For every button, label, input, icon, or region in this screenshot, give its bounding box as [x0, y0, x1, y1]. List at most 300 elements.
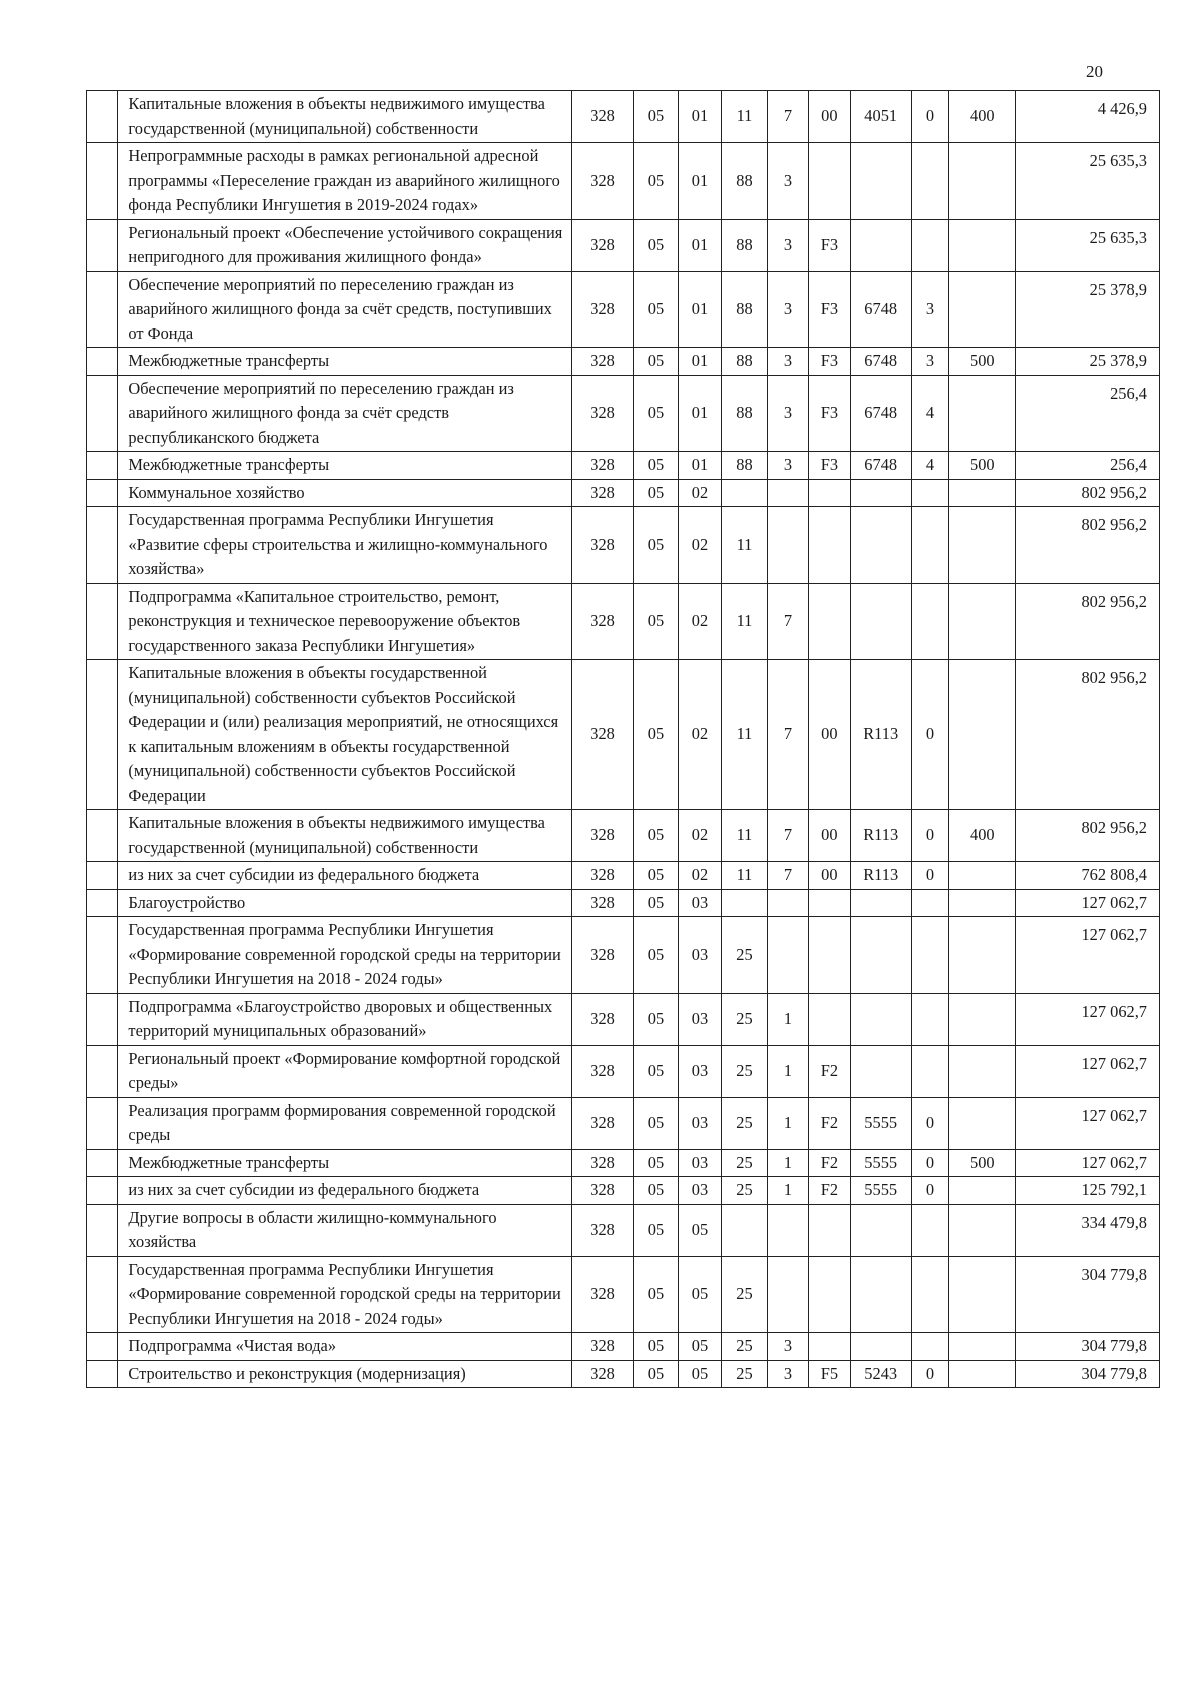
- cell-ministry: 328: [572, 348, 634, 376]
- table-row: [87, 1097, 1160, 1149]
- cell-subdirection: 4: [911, 375, 949, 452]
- cell-subsection: 01: [679, 348, 722, 376]
- cell-name: Государственная программа Республики Ингушетия «Формирование современной городской среды на территории Республики Ингушетия на 2018 - 2024 годы»: [118, 1256, 572, 1333]
- cell-expense-type: [949, 583, 1016, 660]
- cell-section: 05: [633, 917, 678, 994]
- cell-number: [87, 583, 118, 660]
- cell-subprogram: 7: [768, 583, 809, 660]
- cell-subsection: 01: [679, 375, 722, 452]
- cell-subprogram: 1: [768, 1177, 809, 1205]
- cell-subdirection: [911, 143, 949, 220]
- cell-expense-type: [949, 219, 1016, 271]
- cell-amount: 25 378,9: [1016, 271, 1160, 348]
- cell-number: [87, 660, 118, 810]
- cell-name: Региональный проект «Обеспечение устойчивого сокращения непригодного для проживания жилищного фонда»: [118, 219, 572, 271]
- cell-project: 00: [808, 862, 850, 890]
- cell-number: [87, 1177, 118, 1205]
- cell-project: F3: [808, 219, 850, 271]
- cell-amount: 25 378,9: [1016, 348, 1160, 376]
- cell-name: Подпрограмма «Капитальное строительство, ремонт, реконструкция и техническое перевооружение объектов государственного заказа Республики Ингушетия»: [118, 583, 572, 660]
- table-row: [87, 1333, 1160, 1361]
- cell-amount: 127 062,7: [1016, 889, 1160, 917]
- cell-direction: [850, 143, 911, 220]
- table-row: [87, 143, 1160, 220]
- cell-subsection: 01: [679, 271, 722, 348]
- page-number: 20: [1086, 62, 1103, 81]
- cell-ministry: 328: [572, 1097, 634, 1149]
- cell-expense-type: [949, 375, 1016, 452]
- cell-ministry: 328: [572, 1177, 634, 1205]
- cell-name: Реализация программ формирования современной городской среды: [118, 1097, 572, 1149]
- cell-subsection: 03: [679, 1045, 722, 1097]
- cell-project: 00: [808, 810, 850, 862]
- cell-section: 05: [633, 993, 678, 1045]
- cell-subprogram: 1: [768, 1097, 809, 1149]
- cell-amount: 125 792,1: [1016, 1177, 1160, 1205]
- cell-number: [87, 862, 118, 890]
- cell-subprogram: 1: [768, 1045, 809, 1097]
- cell-project: F3: [808, 375, 850, 452]
- cell-subsection: 05: [679, 1256, 722, 1333]
- cell-amount: 25 635,3: [1016, 143, 1160, 220]
- cell-subsection: 05: [679, 1360, 722, 1388]
- cell-project: [808, 889, 850, 917]
- cell-direction: [850, 917, 911, 994]
- cell-amount: 127 062,7: [1016, 917, 1160, 994]
- cell-amount: 802 956,2: [1016, 583, 1160, 660]
- cell-subsection: 02: [679, 660, 722, 810]
- cell-amount: 256,4: [1016, 452, 1160, 480]
- cell-name: Региональный проект «Формирование комфортной городской среды»: [118, 1045, 572, 1097]
- table-row: [87, 452, 1160, 480]
- cell-amount: 127 062,7: [1016, 1045, 1160, 1097]
- cell-number: [87, 810, 118, 862]
- cell-name: Коммунальное хозяйство: [118, 479, 572, 507]
- cell-project: [808, 479, 850, 507]
- cell-subprogram: 3: [768, 452, 809, 480]
- cell-name: Межбюджетные трансферты: [118, 1149, 572, 1177]
- cell-program: [721, 889, 767, 917]
- cell-subdirection: [911, 1256, 949, 1333]
- cell-program: 88: [721, 271, 767, 348]
- cell-number: [87, 889, 118, 917]
- cell-subprogram: 3: [768, 1333, 809, 1361]
- cell-number: [87, 479, 118, 507]
- cell-ministry: 328: [572, 91, 634, 143]
- cell-section: 05: [633, 479, 678, 507]
- cell-section: 05: [633, 583, 678, 660]
- table-body: [87, 91, 1160, 1388]
- cell-program: 25: [721, 1360, 767, 1388]
- cell-section: 05: [633, 375, 678, 452]
- cell-direction: 6748: [850, 452, 911, 480]
- cell-name: Межбюджетные трансферты: [118, 348, 572, 376]
- cell-ministry: 328: [572, 1256, 634, 1333]
- cell-number: [87, 1256, 118, 1333]
- cell-program: 11: [721, 660, 767, 810]
- cell-project: [808, 917, 850, 994]
- cell-amount: 25 635,3: [1016, 219, 1160, 271]
- table-row: [87, 1045, 1160, 1097]
- cell-project: F3: [808, 452, 850, 480]
- cell-direction: 6748: [850, 348, 911, 376]
- cell-ministry: 328: [572, 143, 634, 220]
- cell-direction: [850, 479, 911, 507]
- table-row: [87, 91, 1160, 143]
- cell-subprogram: 7: [768, 91, 809, 143]
- cell-program: 25: [721, 1097, 767, 1149]
- cell-name: Подпрограмма «Чистая вода»: [118, 1333, 572, 1361]
- cell-project: [808, 1256, 850, 1333]
- cell-subprogram: [768, 1256, 809, 1333]
- cell-amount: 4 426,9: [1016, 91, 1160, 143]
- cell-expense-type: 500: [949, 452, 1016, 480]
- cell-amount: 127 062,7: [1016, 993, 1160, 1045]
- cell-section: 05: [633, 1045, 678, 1097]
- cell-name: Межбюджетные трансферты: [118, 452, 572, 480]
- cell-ministry: 328: [572, 1360, 634, 1388]
- cell-subdirection: 0: [911, 91, 949, 143]
- cell-direction: 6748: [850, 375, 911, 452]
- cell-subprogram: [768, 917, 809, 994]
- cell-subdirection: [911, 1333, 949, 1361]
- cell-program: 11: [721, 583, 767, 660]
- table-row: [87, 1177, 1160, 1205]
- table-row: [87, 1204, 1160, 1256]
- cell-expense-type: [949, 889, 1016, 917]
- cell-amount: 802 956,2: [1016, 507, 1160, 584]
- cell-number: [87, 1149, 118, 1177]
- cell-subsection: 05: [679, 1333, 722, 1361]
- cell-section: 05: [633, 91, 678, 143]
- cell-section: 05: [633, 1256, 678, 1333]
- cell-ministry: 328: [572, 889, 634, 917]
- cell-expense-type: [949, 1204, 1016, 1256]
- cell-amount: 802 956,2: [1016, 479, 1160, 507]
- cell-subdirection: 0: [911, 1360, 949, 1388]
- cell-name: Государственная программа Республики Ингушетия «Формирование современной городской среды на территории Республики Ингушетия на 2018 - 2024 годы»: [118, 917, 572, 994]
- cell-subdirection: 3: [911, 271, 949, 348]
- table-row: [87, 375, 1160, 452]
- cell-expense-type: [949, 993, 1016, 1045]
- cell-amount: 304 779,8: [1016, 1360, 1160, 1388]
- cell-expense-type: 500: [949, 1149, 1016, 1177]
- cell-subsection: 01: [679, 452, 722, 480]
- budget-table: [86, 90, 1160, 1388]
- cell-number: [87, 271, 118, 348]
- cell-program: 25: [721, 1256, 767, 1333]
- cell-name: Капитальные вложения в объекты государственной (муниципальной) собственности субъектов Российской Федерации и (или) реализация мероприятий, не относящихся к капитальным вложениям в объекты государственной (муниципальной) собственности субъектов Российской Федерации: [118, 660, 572, 810]
- table-row: [87, 348, 1160, 376]
- cell-project: F2: [808, 1045, 850, 1097]
- cell-direction: [850, 1204, 911, 1256]
- cell-number: [87, 917, 118, 994]
- cell-program: 25: [721, 993, 767, 1045]
- cell-number: [87, 1097, 118, 1149]
- table-row: [87, 862, 1160, 890]
- cell-program: 11: [721, 507, 767, 584]
- cell-ministry: 328: [572, 1333, 634, 1361]
- cell-subsection: 01: [679, 91, 722, 143]
- cell-name: Подпрограмма «Благоустройство дворовых и общественных территорий муниципальных образований»: [118, 993, 572, 1045]
- cell-subdirection: 0: [911, 1177, 949, 1205]
- cell-project: 00: [808, 91, 850, 143]
- table-row: [87, 507, 1160, 584]
- cell-program: 88: [721, 348, 767, 376]
- cell-subprogram: [768, 479, 809, 507]
- cell-program: [721, 1204, 767, 1256]
- cell-amount: 802 956,2: [1016, 660, 1160, 810]
- cell-name: Капитальные вложения в объекты недвижимого имущества государственной (муниципальной) собственности: [118, 91, 572, 143]
- cell-name: Благоустройство: [118, 889, 572, 917]
- table-row: [87, 1360, 1160, 1388]
- cell-program: 25: [721, 1177, 767, 1205]
- cell-number: [87, 91, 118, 143]
- cell-ministry: 328: [572, 271, 634, 348]
- cell-ministry: 328: [572, 452, 634, 480]
- cell-subprogram: [768, 507, 809, 584]
- cell-expense-type: [949, 660, 1016, 810]
- cell-direction: [850, 1256, 911, 1333]
- cell-subdirection: [911, 1204, 949, 1256]
- cell-ministry: 328: [572, 1045, 634, 1097]
- cell-section: 05: [633, 1360, 678, 1388]
- cell-subdirection: 0: [911, 862, 949, 890]
- cell-section: 05: [633, 348, 678, 376]
- cell-program: 25: [721, 1045, 767, 1097]
- cell-amount: 762 808,4: [1016, 862, 1160, 890]
- cell-subsection: 03: [679, 1177, 722, 1205]
- cell-section: 05: [633, 1333, 678, 1361]
- cell-section: 05: [633, 1177, 678, 1205]
- cell-project: F2: [808, 1149, 850, 1177]
- cell-name: из них за счет субсидии из федерального бюджета: [118, 1177, 572, 1205]
- cell-direction: [850, 507, 911, 584]
- cell-subdirection: [911, 889, 949, 917]
- cell-program: 88: [721, 219, 767, 271]
- cell-program: 11: [721, 862, 767, 890]
- cell-subsection: 03: [679, 1097, 722, 1149]
- cell-name: Обеспечение мероприятий по переселению граждан из аварийного жилищного фонда за счёт средств республиканского бюджета: [118, 375, 572, 452]
- cell-subsection: 03: [679, 1149, 722, 1177]
- cell-ministry: 328: [572, 479, 634, 507]
- cell-name: Обеспечение мероприятий по переселению граждан из аварийного жилищного фонда за счёт средств, поступивших от Фонда: [118, 271, 572, 348]
- cell-direction: 5555: [850, 1149, 911, 1177]
- cell-number: [87, 1045, 118, 1097]
- cell-direction: [850, 1045, 911, 1097]
- cell-ministry: 328: [572, 810, 634, 862]
- cell-subdirection: [911, 479, 949, 507]
- cell-number: [87, 452, 118, 480]
- cell-ministry: 328: [572, 917, 634, 994]
- cell-expense-type: [949, 271, 1016, 348]
- cell-amount: 127 062,7: [1016, 1097, 1160, 1149]
- cell-subdirection: 0: [911, 660, 949, 810]
- cell-section: 05: [633, 143, 678, 220]
- cell-subsection: 02: [679, 862, 722, 890]
- cell-project: [808, 993, 850, 1045]
- cell-number: [87, 1333, 118, 1361]
- cell-program: 11: [721, 810, 767, 862]
- cell-direction: [850, 993, 911, 1045]
- cell-subprogram: 3: [768, 143, 809, 220]
- cell-program: 88: [721, 143, 767, 220]
- cell-amount: 256,4: [1016, 375, 1160, 452]
- cell-direction: 5555: [850, 1097, 911, 1149]
- cell-section: 05: [633, 1149, 678, 1177]
- cell-ministry: 328: [572, 375, 634, 452]
- cell-subprogram: [768, 1204, 809, 1256]
- cell-subprogram: 7: [768, 660, 809, 810]
- cell-expense-type: [949, 507, 1016, 584]
- cell-project: [808, 1333, 850, 1361]
- cell-direction: [850, 889, 911, 917]
- cell-ministry: 328: [572, 660, 634, 810]
- cell-ministry: 328: [572, 583, 634, 660]
- cell-project: [808, 1204, 850, 1256]
- cell-expense-type: [949, 1045, 1016, 1097]
- cell-expense-type: 400: [949, 810, 1016, 862]
- cell-project: F2: [808, 1097, 850, 1149]
- table-row: [87, 660, 1160, 810]
- cell-name: Государственная программа Республики Ингушетия «Развитие сферы строительства и жилищно-коммунального хозяйства»: [118, 507, 572, 584]
- cell-direction: R113: [850, 660, 911, 810]
- table-row: [87, 1149, 1160, 1177]
- cell-ministry: 328: [572, 1204, 634, 1256]
- cell-section: 05: [633, 889, 678, 917]
- cell-number: [87, 143, 118, 220]
- cell-direction: 5243: [850, 1360, 911, 1388]
- cell-number: [87, 219, 118, 271]
- cell-direction: 6748: [850, 271, 911, 348]
- cell-amount: 334 479,8: [1016, 1204, 1160, 1256]
- cell-section: 05: [633, 1204, 678, 1256]
- cell-subsection: 03: [679, 889, 722, 917]
- cell-expense-type: 400: [949, 91, 1016, 143]
- cell-subdirection: 3: [911, 348, 949, 376]
- cell-ministry: 328: [572, 993, 634, 1045]
- cell-number: [87, 348, 118, 376]
- cell-section: 05: [633, 271, 678, 348]
- cell-program: 25: [721, 917, 767, 994]
- cell-program: [721, 479, 767, 507]
- cell-subsection: 02: [679, 479, 722, 507]
- table-row: [87, 810, 1160, 862]
- cell-subprogram: 1: [768, 993, 809, 1045]
- cell-program: 25: [721, 1333, 767, 1361]
- cell-subdirection: 0: [911, 810, 949, 862]
- cell-ministry: 328: [572, 507, 634, 584]
- cell-direction: [850, 219, 911, 271]
- cell-name: Капитальные вложения в объекты недвижимого имущества государственной (муниципальной) собственности: [118, 810, 572, 862]
- cell-subdirection: [911, 1045, 949, 1097]
- table-row: [87, 917, 1160, 994]
- cell-subsection: 03: [679, 917, 722, 994]
- cell-direction: 5555: [850, 1177, 911, 1205]
- cell-expense-type: [949, 917, 1016, 994]
- cell-expense-type: [949, 1256, 1016, 1333]
- cell-direction: 4051: [850, 91, 911, 143]
- cell-number: [87, 507, 118, 584]
- cell-section: 05: [633, 660, 678, 810]
- cell-subdirection: 0: [911, 1097, 949, 1149]
- cell-ministry: 328: [572, 219, 634, 271]
- table-row: [87, 993, 1160, 1045]
- cell-project: F2: [808, 1177, 850, 1205]
- cell-subprogram: 1: [768, 1149, 809, 1177]
- cell-project: [808, 143, 850, 220]
- cell-direction: R113: [850, 810, 911, 862]
- cell-project: 00: [808, 660, 850, 810]
- cell-subsection: 02: [679, 810, 722, 862]
- cell-project: F3: [808, 348, 850, 376]
- cell-expense-type: [949, 1097, 1016, 1149]
- cell-section: 05: [633, 507, 678, 584]
- cell-name: Строительство и реконструкция (модернизация): [118, 1360, 572, 1388]
- cell-subdirection: [911, 219, 949, 271]
- cell-expense-type: [949, 143, 1016, 220]
- table-row: [87, 271, 1160, 348]
- cell-subdirection: 0: [911, 1149, 949, 1177]
- cell-project: F3: [808, 271, 850, 348]
- cell-section: 05: [633, 862, 678, 890]
- cell-project: F5: [808, 1360, 850, 1388]
- cell-section: 05: [633, 1097, 678, 1149]
- cell-amount: 304 779,8: [1016, 1333, 1160, 1361]
- cell-subprogram: 7: [768, 862, 809, 890]
- table-row: [87, 479, 1160, 507]
- cell-subdirection: [911, 583, 949, 660]
- cell-amount: 304 779,8: [1016, 1256, 1160, 1333]
- cell-section: 05: [633, 810, 678, 862]
- cell-subsection: 03: [679, 993, 722, 1045]
- cell-subdirection: [911, 917, 949, 994]
- cell-name: из них за счет субсидии из федерального бюджета: [118, 862, 572, 890]
- cell-section: 05: [633, 452, 678, 480]
- cell-subsection: 01: [679, 219, 722, 271]
- cell-subprogram: 7: [768, 810, 809, 862]
- cell-subsection: 05: [679, 1204, 722, 1256]
- cell-ministry: 328: [572, 1149, 634, 1177]
- cell-ministry: 328: [572, 862, 634, 890]
- cell-number: [87, 993, 118, 1045]
- cell-subprogram: 3: [768, 375, 809, 452]
- cell-program: 88: [721, 452, 767, 480]
- cell-subprogram: 3: [768, 1360, 809, 1388]
- cell-subsection: 02: [679, 583, 722, 660]
- cell-amount: 802 956,2: [1016, 810, 1160, 862]
- cell-subdirection: [911, 507, 949, 584]
- cell-expense-type: 500: [949, 348, 1016, 376]
- cell-subdirection: [911, 993, 949, 1045]
- cell-direction: R113: [850, 862, 911, 890]
- cell-program: 11: [721, 91, 767, 143]
- cell-name: Непрограммные расходы в рамках региональной адресной программы «Переселение граждан из аварийного жилищного фонда Республики Ингушетия в 2019-2024 годах»: [118, 143, 572, 220]
- cell-project: [808, 583, 850, 660]
- cell-expense-type: [949, 1177, 1016, 1205]
- cell-subsection: 02: [679, 507, 722, 584]
- cell-section: 05: [633, 219, 678, 271]
- cell-number: [87, 375, 118, 452]
- cell-project: [808, 507, 850, 584]
- cell-subprogram: [768, 889, 809, 917]
- cell-number: [87, 1360, 118, 1388]
- cell-subprogram: 3: [768, 348, 809, 376]
- table-row: [87, 219, 1160, 271]
- cell-program: 88: [721, 375, 767, 452]
- cell-subsection: 01: [679, 143, 722, 220]
- cell-subprogram: 3: [768, 219, 809, 271]
